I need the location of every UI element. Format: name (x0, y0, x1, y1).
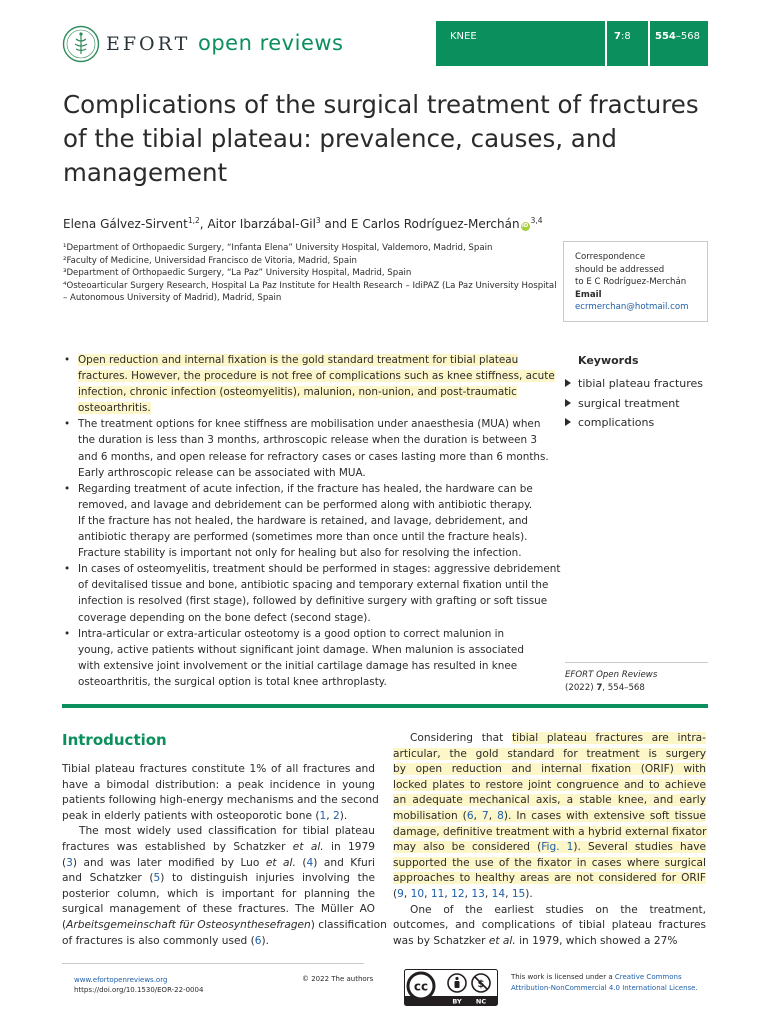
bullet-line (78, 610, 542, 626)
section-divider (62, 704, 708, 708)
correspondence-line: to E C Rodríguez-Merchán (575, 277, 687, 287)
bullet-line (78, 432, 542, 448)
volume-issue (614, 31, 631, 42)
email-link[interactable]: ecrmerchan@hotmail.com (575, 302, 689, 312)
reference-link[interactable]: 5 (153, 872, 161, 885)
bullet-line (78, 384, 542, 400)
license-text (511, 972, 698, 994)
text-span: patients following high-energy mechanisms and the second (62, 794, 379, 807)
text-line (62, 856, 375, 872)
text-span: et al. (292, 840, 324, 853)
svg-text:cc: cc (413, 979, 429, 994)
reference-link[interactable]: 9 (397, 887, 404, 900)
bullet-line (78, 368, 555, 384)
keyword-item: complications (565, 413, 703, 433)
text-span: fractures was established by Schatzker (62, 840, 293, 853)
bullet-line (78, 593, 548, 609)
reference-link[interactable]: 8 (497, 809, 504, 822)
bullet-text: infection is resolved (first stage), followed by definitive surgery with grafting or soft tissue (78, 595, 548, 608)
text-span: tibial plateau fractures are intra- (511, 732, 706, 744)
bullet-line (78, 400, 542, 416)
text-span: ( (295, 856, 307, 869)
reference-link[interactable]: 2 (333, 809, 340, 822)
footer-divider (62, 963, 364, 964)
reference-link[interactable]: 12 (451, 887, 465, 900)
journal-citation (565, 662, 708, 700)
license-link[interactable]: Attribution-NonCommercial 4.0 International License. (511, 984, 698, 992)
body-column-right (393, 731, 706, 949)
journal-name: EFORT Open Reviews (565, 670, 658, 680)
bullet-line (78, 481, 542, 497)
text-span: et al. (488, 934, 516, 947)
text-span: an adequate mechanical axis, a stable knee, and early (393, 794, 706, 807)
introduction-heading: Introduction (62, 731, 167, 749)
volume-number: 7 (614, 31, 621, 42)
article-title: Complications of the surgical treatment of fractures of the tibial plateau: prevalence, causes, and management (63, 90, 699, 187)
bullet-line (78, 658, 542, 674)
bullet-line (78, 497, 542, 513)
author-affiliation-marker: 3,4 (530, 216, 543, 225)
bullet-text: The treatment options for knee stiffness are mobilisation under anaesthesia (MUA) when (78, 418, 541, 431)
correspondence-line: Correspondence (575, 252, 646, 262)
reference-link[interactable]: 6 (466, 809, 474, 822)
text-line (393, 840, 706, 856)
text-line (62, 902, 375, 918)
bullet-text: removed, and lavage and debridement can be performed along with antibiotic therapy. (78, 498, 533, 511)
summary-bullet (62, 481, 542, 561)
citation-line (565, 682, 708, 695)
license-prefix: This work is licensed under a (511, 973, 615, 981)
text-span: and Schatzker ( (62, 872, 154, 885)
text-span: , (424, 887, 431, 900)
bullet-text: coverage depending on the bone defect (second stage). (78, 611, 371, 624)
text-line (62, 778, 375, 794)
reference-link[interactable]: 11 (430, 887, 445, 900)
reference-link[interactable]: 6 (254, 934, 262, 947)
affiliation: ¹Department of Orthopaedic Surgery, “Infanta Elena” University Hospital, Valdemoro, Madrid, Spain (63, 243, 493, 253)
license-link[interactable]: Creative Commons (614, 973, 682, 981)
keyword-item: tibial plateau fractures (565, 374, 703, 394)
bullet-line (78, 513, 542, 529)
text-span: , (488, 809, 498, 822)
journal-header-bar (436, 21, 708, 66)
bullet-line (78, 529, 542, 545)
header-divider (605, 21, 607, 66)
text-span: locked plates to restore joint congruence and to achieve (393, 778, 706, 791)
page-start: 554 (655, 31, 676, 42)
bullet-line (78, 642, 542, 658)
text-span: may also be considered ( (393, 841, 542, 854)
text-span: mobilisation ( (393, 809, 467, 822)
text-span: have a bimodal distribution: a peak incidence in young (62, 778, 375, 791)
text-span: One of the earliest studies on the treatment, (410, 903, 706, 916)
text-span: surgical management of these fractures. The Müller AO (62, 903, 375, 916)
text-span: , (464, 887, 472, 900)
bullet-text: fractures. However, the procedure is not free of complications such as knee stiffness, acute (78, 370, 555, 383)
affiliations (63, 242, 557, 305)
bullet-line (78, 545, 542, 561)
efort-logo-icon (62, 25, 100, 63)
page-range (655, 31, 700, 42)
text-span: , (326, 809, 334, 822)
bullet-text: Open reduction and internal fixation is the gold standard treatment for tibial plateau (78, 354, 519, 366)
summary-bullet (62, 352, 555, 416)
text-span: supported the use of the fixator in cases where surgical (393, 856, 706, 869)
author-name[interactable]: Aitor Ibarzábal-Gil (207, 217, 316, 231)
reference-link[interactable]: 1 (319, 809, 327, 822)
text-span: ) and was later modified by Luo (72, 856, 266, 869)
citation-year: (2022) (565, 683, 597, 693)
bullet-text: osteoarthritis, the surgical option is total knee arthroplasty. (78, 675, 387, 688)
text-span: was by Schatzker (393, 934, 489, 947)
text-line (393, 887, 706, 903)
text-span: peak in elderly patients with osteoporotic bone ( (62, 809, 320, 822)
text-line (62, 934, 375, 950)
correspondence-line: should be addressed (575, 264, 665, 275)
reference-link[interactable]: Fig. 1 (541, 841, 574, 854)
text-line (393, 934, 706, 950)
text-line (393, 793, 706, 809)
bullet-text: with extensive joint involvement or the initial cartilage damage has resulted in knee (78, 659, 518, 672)
bullet-text: Regarding treatment of acute infection, if the fracture has healed, the hardware can be (78, 482, 533, 495)
text-span: Considering that (410, 732, 512, 744)
text-span: ) classification (310, 918, 387, 931)
text-span: ( (62, 856, 67, 869)
text-line (62, 840, 375, 856)
affiliation: – Autonomous University of Madrid), Madrid, Spain (63, 293, 282, 303)
text-line (62, 918, 387, 934)
license-line (511, 972, 698, 983)
keywords-list (565, 374, 703, 433)
text-span: , (473, 809, 482, 822)
text-line (393, 747, 706, 763)
text-line (62, 887, 375, 903)
reference-link[interactable]: 14 (491, 887, 506, 900)
cc-nc-label: NC (475, 997, 487, 1006)
text-span: ( (62, 918, 67, 931)
bullet-text: and 6 months, and open release for refractory cases or cases lasting more than 6 months. (78, 450, 549, 463)
doi-link[interactable]: https://doi.org/10.1530/EOR-22-0004 (74, 986, 204, 994)
bullet-text: infection, chronic infection (osteomyelitis), malunion, non-union, and post-traumatic (78, 386, 517, 399)
text-span: damage, definitive treatment with a hybrid external fixator (393, 825, 707, 838)
text-line (62, 762, 375, 778)
text-line (62, 824, 375, 840)
text-span: ). Several studies have (573, 841, 706, 854)
correspondence-box (563, 241, 708, 322)
bullet-line (78, 626, 542, 642)
text-line (62, 809, 375, 825)
text-span: articular, the gold standard for treatment is surgery (393, 747, 706, 760)
text-span: , (484, 887, 492, 900)
text-line (393, 825, 706, 841)
orcid-icon[interactable]: iD (521, 223, 529, 229)
text-span: ). (261, 934, 269, 947)
text-span: , (403, 887, 411, 900)
author-separator: and (320, 217, 351, 231)
bullet-line (78, 561, 561, 577)
text-span: outcomes, and complications of tibial plateau fractures (393, 919, 706, 932)
page-end: –568 (675, 31, 700, 42)
summary-bullet (62, 561, 561, 625)
text-span: by open reduction and internal fixation (ORIF) with (393, 763, 706, 776)
reference-link[interactable]: 4 (306, 856, 314, 869)
text-span: ). In cases with extensive soft tissue (503, 809, 706, 822)
text-span: approaches to healthy areas are not considered for ORIF (393, 872, 706, 885)
cc-by-label: BY (452, 997, 462, 1006)
author-list (63, 216, 543, 231)
text-line (393, 731, 706, 747)
citation-volume: 7 (596, 683, 603, 693)
text-span: ) and Kfuri (313, 856, 375, 869)
issue-number: :8 (620, 31, 631, 42)
text-span: , (505, 887, 512, 900)
affiliation: ³Department of Orthopaedic Surgery, “La Paz” University Hospital, Madrid, Spain (63, 268, 412, 278)
text-span: et al. (265, 856, 296, 869)
author-affiliation-marker: 3 (315, 216, 321, 225)
text-line (393, 778, 706, 794)
brand-name: EFORT (106, 33, 191, 55)
text-line (393, 762, 706, 778)
svg-text:$: $ (477, 979, 485, 990)
author-separator: , (199, 217, 208, 231)
bullet-line (78, 674, 542, 690)
text-span: ) to distinguish injuries involving the (160, 872, 375, 885)
reference-link[interactable]: 15 (511, 887, 526, 900)
section-label: KNEE (450, 31, 477, 42)
text-span: Tibial plateau fractures constitute 1% of all fractures and (62, 763, 375, 775)
text-span: of fractures is also commonly used ( (62, 934, 255, 947)
brand-subtitle: open reviews (198, 31, 344, 55)
keywords-title: Keywords (578, 354, 639, 367)
author-affiliation-marker: 1,2 (187, 216, 200, 225)
summary-bullet (62, 416, 549, 480)
text-line (62, 793, 379, 809)
bullet-text: Intra-articular or extra-articular osteotomy is a good option to correct malunion in (78, 627, 505, 640)
citation-pages: , 554–568 (602, 683, 645, 693)
text-line (393, 918, 706, 934)
bullet-text: young, active patients without significant joint damage. When malunion is associated (78, 643, 524, 656)
affiliation: ²Faculty of Medicine, Universidad Francisco de Vitoria, Madrid, Spain (63, 255, 357, 266)
keyword-item: surgical treatment (565, 394, 703, 414)
bullet-line (78, 352, 542, 368)
text-span: ). (339, 809, 348, 822)
author-name[interactable]: Elena Gálvez-Sirvent (63, 217, 188, 231)
text-line (393, 809, 706, 825)
bullet-line (78, 465, 542, 481)
text-span: in 1979 (323, 840, 375, 853)
text-line (393, 903, 706, 919)
bullet-line (78, 449, 549, 465)
journal-website-link[interactable]: www.efortopenreviews.org (74, 976, 168, 984)
bullet-text: the duration is less than 3 months, arthroscopic release when the duration is between 3 (78, 434, 538, 447)
bullet-line (78, 416, 542, 432)
bullet-text: If the fracture has not healed, the hardware is retained, and lavage, debridement, and (78, 514, 529, 527)
reference-link[interactable]: 13 (471, 887, 485, 900)
text-span: , (444, 887, 452, 900)
affiliation: ⁴Osteoarticular Surgery Research, Hospital La Paz Institute for Health Research – IdiPAZ (La Paz University Hospital (63, 280, 557, 291)
header-divider (648, 21, 650, 66)
bullet-line (78, 577, 549, 593)
bullet-text: Fracture stability is important not only for healing but also for resolving the infection. (78, 547, 522, 560)
author-name[interactable]: E Carlos Rodríguez-Merchán (350, 217, 520, 231)
text-span: Arbeitsgemeinschaft für Osteosynthesefragen (66, 918, 311, 931)
reference-link[interactable]: 7 (481, 809, 489, 822)
text-span: The most widely used classification for tibial plateau (79, 825, 375, 838)
copyright-notice: © 2022 The authors (302, 975, 374, 983)
text-span: ( (393, 887, 398, 900)
body-column-left (62, 762, 387, 949)
text-line (393, 856, 706, 872)
bullet-text: In cases of osteomyelitis, treatment should be performed in stages: aggressive debridement (78, 563, 561, 576)
bullet-text: antibiotic therapy are performed (sometimes more than once until the fracture heals). (78, 531, 528, 544)
email-label: Email (575, 289, 602, 300)
text-span: ). (525, 887, 533, 900)
summary-bullets (62, 352, 561, 690)
text-span: in 1979, which showed a 27% (515, 934, 678, 947)
bullet-text: osteoarthritis. (78, 402, 151, 415)
bullet-text: Early arthroscopic release can be associated with MUA. (78, 466, 366, 479)
text-span: posterior column, which is important for planning the (62, 887, 375, 900)
reference-link[interactable]: 3 (66, 856, 73, 869)
bullet-text: of devitalised tissue and bone, antibiotic spacing and temporary external fixation until the (78, 579, 549, 592)
reference-link[interactable]: 10 (410, 887, 425, 900)
text-line (62, 871, 375, 887)
text-line (393, 871, 706, 887)
summary-bullet (62, 626, 542, 690)
cc-by-nc-license-badge[interactable] (404, 969, 498, 1006)
